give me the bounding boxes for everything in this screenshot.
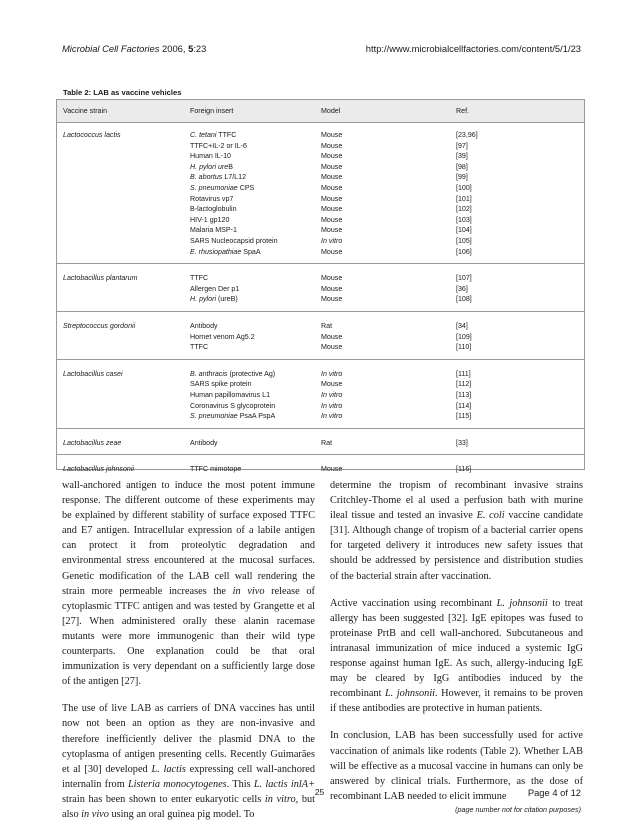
printed-page-number: 25 xyxy=(314,787,325,797)
table-row-insert: Coronavirus S glycoprotein xyxy=(190,401,276,410)
table-row-insert: Allergen Der p1 xyxy=(190,284,240,293)
table-row-ref: [34] xyxy=(456,322,468,330)
column-header-insert: Foreign insert xyxy=(190,107,234,115)
table-row-ref: [98] xyxy=(456,162,468,171)
column-header-ref: Ref. xyxy=(456,107,470,115)
table-row-ref: [112] xyxy=(456,380,472,389)
column-header-model: Model xyxy=(321,107,341,115)
ref-cell xyxy=(456,130,478,257)
table-row-model: Mouse xyxy=(321,131,343,139)
table-header-row xyxy=(57,100,584,123)
table-row-model: In vitro xyxy=(321,412,343,421)
vaccine-strain-cell: Lactobacillus casei xyxy=(63,369,123,378)
volume-number: 5 xyxy=(188,43,194,54)
running-header-url[interactable]: http://www.microbialcellfactories.com/content/5/1/23 xyxy=(365,43,581,54)
table-row-insert: TTFC xyxy=(190,274,209,283)
table-row-divider xyxy=(57,428,584,429)
table-row-insert: Human IL-10 xyxy=(190,152,232,161)
table-row-insert: SARS spike protein xyxy=(190,380,252,389)
foreign-insert-cell xyxy=(190,369,275,422)
table-row-ref: [100] xyxy=(456,183,472,192)
table-row-ref: [103] xyxy=(456,215,472,224)
table-row-model: Mouse xyxy=(321,295,343,304)
table-row-model: In vitro xyxy=(321,236,343,245)
table-row-ref: [39] xyxy=(456,152,468,161)
table-row-insert: S. pneumoniae CPS xyxy=(190,183,255,192)
table-row-model: Mouse xyxy=(321,274,343,283)
journal-name: Microbial Cell Factories xyxy=(62,43,160,54)
model-cell xyxy=(321,273,342,305)
table-row-ref: [111] xyxy=(456,369,471,378)
table-row-insert: Malaria MSP-1 xyxy=(190,226,237,235)
paragraph xyxy=(330,596,583,717)
vaccine-strain-cell: Streptococcus gordonii xyxy=(63,322,136,330)
table-row-model: Mouse xyxy=(321,141,343,150)
table-row-insert: B-lactoglobulin xyxy=(190,205,237,214)
table-row-insert: C. tetani TTFC xyxy=(190,131,237,139)
foreign-insert-cell xyxy=(190,130,278,257)
table-row-ref: [23,96] xyxy=(456,131,478,139)
table-row-insert: H. pylori (ureB) xyxy=(190,295,238,304)
table-row-insert: TTFC xyxy=(190,343,209,352)
model-cell xyxy=(321,130,342,257)
table-row-ref: [113] xyxy=(456,390,472,399)
paragraph-text: The use of live LAB as carriers of DNA vaccines has until now not been an option as they are non-invasive and therefore inefficiently deliver the plasmid DNA to the cytoplasma of antigen presenting cells. Recently Guimarães et al [30] developed L. lactis expressing cell wall-anchored internalin from Listeria monocytogenes. This L. lactis inlA+ strain has been shown to enter eukaryotic cells in vitro, but also in vivo using an oral guinea pig model. To xyxy=(62,703,316,820)
table-row-model: Mouse xyxy=(321,215,343,224)
table-row-ref: [110] xyxy=(456,343,472,352)
table-row-model: Mouse xyxy=(321,205,343,214)
table-row-divider xyxy=(57,454,584,455)
foreign-insert-cell xyxy=(190,438,218,449)
paragraph-text: wall-anchored antigen to induce the most potent immune response. The different outcome of these experiments may be explained by different stability of surface exposed TTFC and E7 antigen. Intracellular expression of a labile antigen can protect it from proteolytic degradation and environmental stress encountered at the mucosal surfaces. Genetic modification of the LAB cell wall rendering the strain more permeable increases the in vivo release of cytoplasmic TTFC antigen and was tested by Grangette et al [27]. When administered orally these alanin racemase mutants were more immunogenic than their wild type counterparts. One explanation could be that oral immunization is very dependant on a sufficiently large dose of the antigen [27]. xyxy=(62,480,315,688)
table-row-model: Mouse xyxy=(321,173,343,182)
table-row-divider xyxy=(57,311,584,312)
table-row-insert: TTFC mimotope xyxy=(190,465,242,474)
table-row-model: Rat xyxy=(321,438,333,447)
foreign-insert-cell xyxy=(190,321,255,353)
table-row-model: Mouse xyxy=(321,194,343,203)
body-column-right xyxy=(330,478,583,804)
table-row-insert: S. pneumoniae PsaA PspA xyxy=(190,412,276,421)
table-row-ref: [109] xyxy=(456,332,472,341)
table-row-divider xyxy=(57,359,584,360)
paragraph xyxy=(62,701,315,822)
paragraph-text: Active vaccination using recombinant L. johnsonii to treat allergy has been suggested [32]. IgE epitopes was fused to proteinase PrtB and cell wall-anchored. Subcutaneous and intranasal immunization of mice induced a systemic IgG response against human IgE. As such, allergy-inducing IgE may be cleared by IgG antibodies induced by the recombinant L. johnsonii. However, it remains to be proven if these antibodies are protective in human patients. xyxy=(330,597,583,715)
table-row-insert: Antibody xyxy=(190,438,218,447)
ref-cell xyxy=(456,464,471,475)
vaccine-table xyxy=(56,99,585,474)
table-row-model: Mouse xyxy=(321,152,343,161)
table-row-model: Mouse xyxy=(321,380,343,389)
vaccine-strain-cell: Lactobacillus johnsonii xyxy=(63,465,134,474)
table-row-ref: [97] xyxy=(456,141,468,150)
table-row-ref: [107] xyxy=(456,274,472,283)
table-row-insert: B. abortus L7/L12 xyxy=(190,173,247,182)
table-row-model: Rat xyxy=(321,322,333,330)
table-row-ref: [33] xyxy=(456,438,468,447)
table-row-ref: [105] xyxy=(456,236,472,245)
running-header-citation xyxy=(62,43,206,54)
table-row-model: In vitro xyxy=(321,401,343,410)
table-row-insert: HIV-1 gp120 xyxy=(190,215,230,224)
table-row-ref: [115] xyxy=(456,412,472,421)
table-row-insert: H. pylori ureB xyxy=(190,162,233,171)
model-cell xyxy=(321,369,342,422)
table-row-ref: [106] xyxy=(456,247,472,256)
ref-cell xyxy=(456,438,468,449)
vaccine-strain-cell: Lactococcus lactis xyxy=(63,131,121,139)
table-row-ref: [102] xyxy=(456,205,472,214)
table-row-model: Mouse xyxy=(321,343,343,352)
model-cell xyxy=(321,321,342,353)
table-row-insert: SARS Nucleocapsid protein xyxy=(190,236,278,245)
paragraph-text: In conclusion, LAB has been successfully used for active vaccination of animals like rodents (Table 2). Whether LAB will be effective as a mucosal vaccine in humans can only be answered by clinical trials. Furthermore, as the dose of recombinant LAB needed to elicit immune xyxy=(330,730,583,802)
table-row-insert: Human papillomavirus L1 xyxy=(190,390,271,399)
paragraph-text: determine the tropism of recombinant invasive strains Critchley-Thome el al used a perfusion bath with murine ileal tissue and tested an invasive E. coli vaccine candidate [31]. Although change of tropism of a bacterial carrier opens for targeted delivery it introduces new safety issues that should be addressed by persistence and distribution studies of the bacterial strain after vaccination. xyxy=(330,480,583,582)
table-row-insert: E. rhusiopathiae SpaA xyxy=(190,247,261,256)
page-of-total: Page 4 of 12 xyxy=(527,787,581,798)
table-row-ref: [104] xyxy=(456,226,472,235)
table-row-insert: Rotavirus vp7 xyxy=(190,194,234,203)
table-row-model: Mouse xyxy=(321,284,343,293)
table-row-model: In vitro xyxy=(321,369,343,378)
table-row-ref: [114] xyxy=(456,401,472,410)
table-title: Table 2: LAB as vaccine vehicles xyxy=(63,88,182,97)
table-row-insert: Antibody xyxy=(190,322,218,330)
article-pages: :23 xyxy=(193,43,207,54)
column-header-strain: Vaccine strain xyxy=(63,107,108,115)
volume-info: 2006, xyxy=(159,43,189,54)
ref-cell xyxy=(456,369,471,422)
table-row-ref: [108] xyxy=(456,295,472,304)
table-row-insert: B. anthracis (protective Ag) xyxy=(190,369,276,378)
body-column-left xyxy=(62,478,315,822)
table-row-model: Mouse xyxy=(321,183,343,192)
citation-note: (page number not for citation purposes) xyxy=(455,805,581,814)
paragraph xyxy=(62,478,315,689)
table-row-divider xyxy=(57,263,584,264)
model-cell xyxy=(321,438,332,449)
model-cell xyxy=(321,464,342,475)
table-row-model: In vitro xyxy=(321,390,343,399)
vaccine-strain-cell: Lactobacillus zeae xyxy=(63,438,122,447)
table-row-ref: [101] xyxy=(456,194,472,203)
table-row-model: Mouse xyxy=(321,226,343,235)
table-row-ref: [36] xyxy=(456,284,468,293)
table-row-model: Mouse xyxy=(321,332,343,341)
table-row-ref: [99] xyxy=(456,173,468,182)
table-row-insert: TTFC+IL-2 or IL-6 xyxy=(190,141,247,150)
paragraph xyxy=(330,478,583,584)
foreign-insert-cell xyxy=(190,273,239,305)
table-row-model: Mouse xyxy=(321,162,343,171)
vaccine-strain-cell: Lactobacillus plantarum xyxy=(63,274,138,283)
foreign-insert-cell xyxy=(190,464,241,475)
ref-cell xyxy=(456,273,472,305)
ref-cell xyxy=(456,321,472,353)
table-row-ref: [116] xyxy=(456,465,472,474)
table-row-model: Mouse xyxy=(321,465,343,474)
table-row-model: Mouse xyxy=(321,247,343,256)
table-row-insert: Hornet venom Ag5.2 xyxy=(190,332,255,341)
